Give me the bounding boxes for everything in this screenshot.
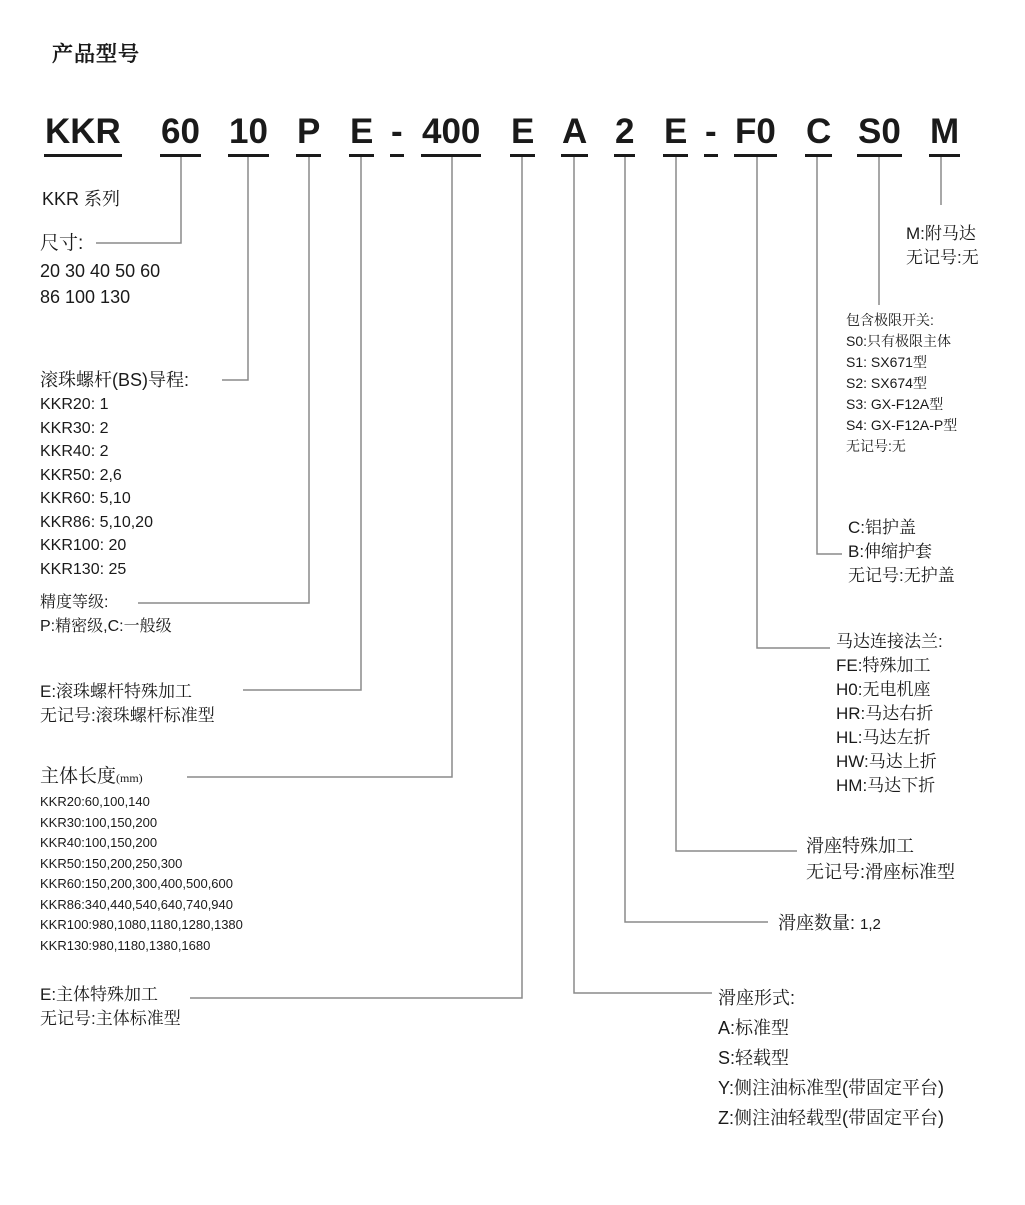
- code-segment-slider-special: E: [663, 110, 688, 157]
- motor-line2: 无记号:无: [906, 248, 979, 267]
- body-special-line1: E:主体特殊加工: [40, 985, 159, 1004]
- limit-switch-item: S4: GX-F12A-P型: [846, 417, 958, 433]
- code-segment-flange: F0: [734, 110, 777, 157]
- code-segment-slider-qty: 2: [614, 110, 635, 157]
- accuracy-block: [40, 591, 172, 638]
- cover-item: 无记号:无护盖: [848, 566, 955, 585]
- leader-line-slider-special: [676, 155, 797, 851]
- slider-qty-value: 1,2: [860, 916, 881, 933]
- leader-line-bs-special: [243, 155, 361, 690]
- lead-item: KKR100: 20: [40, 537, 127, 554]
- length-item: KKR60:150,200,300,400,500,600: [40, 876, 234, 891]
- slider-type-item: A:标准型: [718, 1018, 790, 1038]
- lead-item: KKR40: 2: [40, 443, 109, 460]
- lead-item: KKR60: 5,10: [40, 490, 131, 507]
- length-heading: 主体长度: [40, 766, 117, 787]
- limit-switch-item: S2: SX674型: [846, 375, 927, 391]
- leader-line-cover: [817, 155, 842, 554]
- flange-item: HR:马达右折: [836, 704, 934, 723]
- limit-switch-item: 无记号:无: [846, 438, 906, 454]
- length-item: KKR30:100,150,200: [40, 814, 158, 830]
- code-segment-bs-special: E: [349, 110, 374, 157]
- leader-line-length: [187, 155, 452, 777]
- slider-type-heading: 滑座形式:: [718, 988, 796, 1008]
- length-item: KKR20:60,100,140: [40, 794, 150, 809]
- motor-line1: M:附马达: [906, 224, 976, 243]
- leader-line-slider-type: [574, 155, 712, 993]
- length-unit: (mm): [116, 771, 143, 785]
- slider-type-item: Z:侧注油轻载型(带固定平台): [718, 1108, 944, 1128]
- code-segment-accuracy: P: [296, 110, 321, 157]
- slider-type-item: Y:侧注油标准型(带固定平台): [718, 1078, 945, 1098]
- accuracy-heading: 精度等级:: [40, 594, 109, 611]
- lead-item: KKR50: 2,6: [40, 466, 122, 484]
- code-segment-size: 60: [160, 110, 201, 157]
- length-item: KKR100:980,1080,1180,1280,1380: [40, 917, 243, 932]
- slider-special-block: [806, 833, 955, 885]
- slider-type-item: S:轻载型: [718, 1048, 790, 1068]
- limit-switch-item: S0:只有极限主体: [846, 333, 952, 349]
- motor-block: [906, 222, 979, 270]
- limit-switch-block: [846, 310, 957, 457]
- size-block: [40, 230, 160, 310]
- code-segment-length: 400: [421, 110, 481, 157]
- flange-item: HW:马达上折: [836, 752, 937, 771]
- length-item: KKR40:100,150,200: [40, 835, 158, 850]
- code-segment-dash-2: -: [704, 110, 718, 157]
- lead-item: KKR20: 1: [40, 396, 109, 413]
- lead-item: KKR130: 25: [40, 560, 127, 578]
- leader-line-slider-qty: [625, 155, 768, 922]
- leader-line-lead: [222, 155, 248, 380]
- lead-item: KKR30: 2: [40, 419, 109, 437]
- bs-special-line2: 无记号:滚珠螺杆标准型: [40, 706, 215, 725]
- size-values-line1: 20 30 40 50 60: [40, 261, 161, 281]
- body-special-block: [40, 983, 181, 1031]
- code-segment-slider-type: A: [561, 110, 588, 157]
- length-item: KKR50:150,200,250,300: [40, 855, 183, 871]
- size-values-line2: 86 100 130: [40, 287, 131, 307]
- code-segment-series: KKR: [44, 110, 122, 157]
- limit-switch-item: S1: SX671型: [846, 354, 927, 370]
- page-title: 产品型号: [52, 43, 140, 66]
- accuracy-values: P:精密级,C:一般级: [40, 617, 172, 635]
- length-item: KKR86:340,440,540,640,740,940: [40, 896, 234, 912]
- cover-item: C:铝护盖: [848, 518, 916, 537]
- flange-item: FE:特殊加工: [836, 656, 931, 675]
- size-heading: 尺寸:: [40, 233, 84, 254]
- leader-line-flange: [757, 155, 830, 648]
- slider-special-line2: 无记号:滑座标准型: [806, 862, 956, 882]
- flange-heading: 马达连接法兰:: [836, 632, 943, 651]
- slider-type-block: [718, 983, 944, 1133]
- code-segment-cover: C: [805, 110, 832, 157]
- length-item: KKR130:980,1180,1380,1680: [40, 937, 211, 953]
- lead-item: KKR86: 5,10,20: [40, 513, 153, 531]
- code-segment-dash-1: -: [390, 110, 404, 157]
- flange-item: H0:无电机座: [836, 680, 931, 699]
- limit-switch-item: S3: GX-F12A型: [846, 396, 944, 412]
- code-segment-motor: M: [929, 110, 960, 157]
- lead-heading: 滚珠螺杆(BS)导程:: [40, 370, 190, 390]
- code-segment-limit-switch: S0: [857, 110, 902, 157]
- slider-qty-block: [778, 910, 881, 938]
- body-special-line2: 无记号:主体标准型: [40, 1009, 181, 1028]
- flange-item: HM:马达下折: [836, 776, 936, 795]
- flange-block: [836, 630, 943, 798]
- limit-switch-heading: 包含极限开关:: [846, 312, 934, 328]
- series-label: KKR 系列: [42, 189, 121, 209]
- cover-item: B:伸缩护套: [848, 542, 933, 561]
- cover-block: [848, 516, 955, 588]
- slider-qty-heading: 滑座数量:: [778, 913, 856, 933]
- bs-special-line1: E:滚珠螺杆特殊加工: [40, 682, 193, 701]
- lead-block: [40, 367, 189, 581]
- slider-special-line1: 滑座特殊加工: [806, 836, 914, 856]
- length-block: [40, 763, 243, 956]
- code-segment-body-special: E: [510, 110, 535, 157]
- bs-special-block: [40, 680, 215, 728]
- length-heading-row: [40, 763, 243, 792]
- code-segment-lead: 10: [228, 110, 269, 157]
- flange-item: HL:马达左折: [836, 728, 931, 747]
